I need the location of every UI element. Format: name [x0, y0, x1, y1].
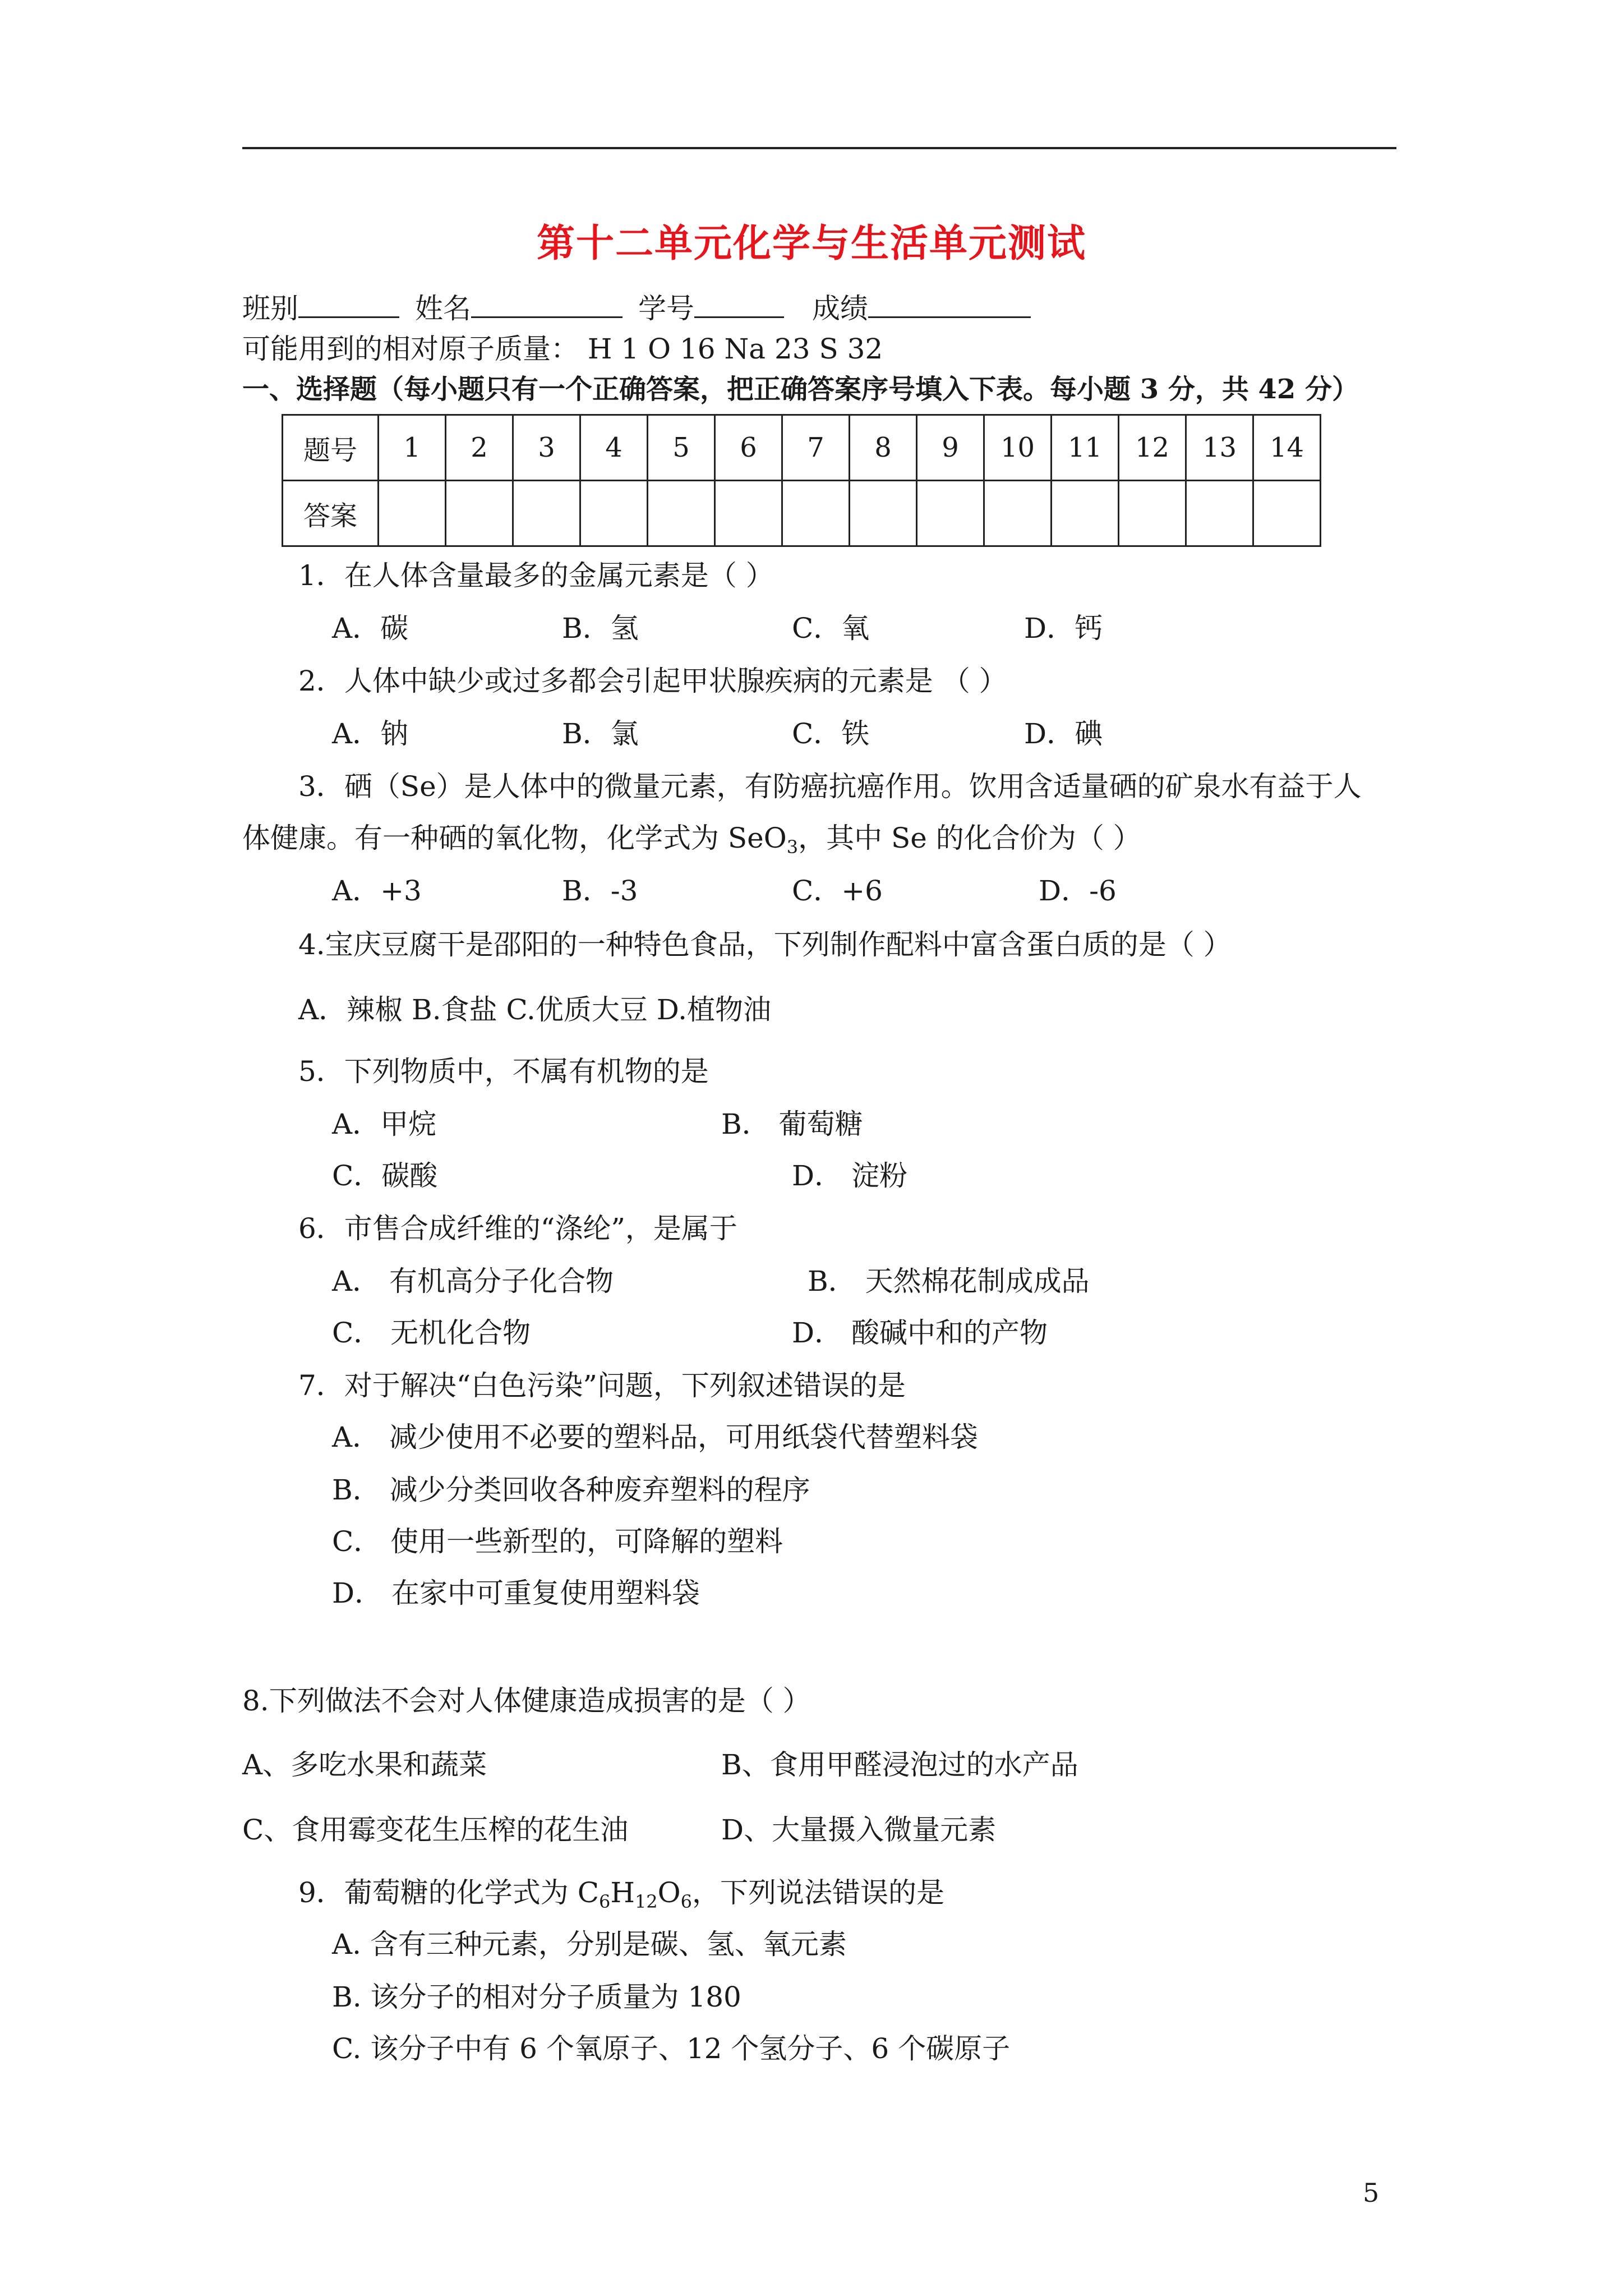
table-header-number: 题号: [283, 415, 379, 481]
class-blank[interactable]: [298, 287, 399, 318]
name-blank[interactable]: [471, 287, 623, 318]
name-label: 姓名: [415, 292, 471, 325]
q2-option-c: C．铁: [792, 717, 870, 750]
question-number-cell: 6: [715, 415, 782, 481]
question-number-cell: 3: [513, 415, 580, 481]
q5-option-b: B． 葡萄糖: [721, 1108, 863, 1140]
question-3-stem-line2: 体健康。有一种硒的氧化物，化学式为 SeO$_3$，其中 Se 的化合价为（ ）: [242, 822, 1141, 858]
q3-option-a: A．+3: [332, 875, 422, 907]
question-2-stem: 2．人体中缺少或过多都会引起甲状腺疾病的元素是 （ ）: [298, 665, 1007, 697]
answer-cell[interactable]: [1186, 481, 1253, 546]
header-rule: [242, 147, 1396, 149]
q1-option-b: B．氢: [562, 612, 639, 645]
q3-option-b: B．-3: [562, 875, 638, 907]
q5-option-d: D． 淀粉: [792, 1159, 907, 1192]
answer-cell[interactable]: [446, 481, 513, 546]
answer-cell[interactable]: [580, 481, 648, 546]
section-heading: 一、选择题（每小题只有一个正确答案，把正确答案序号填入下表。每小题 3 分，共 42 分）: [242, 374, 1359, 405]
answer-cell[interactable]: [379, 481, 446, 546]
q8-option-d: D、大量摄入微量元素: [721, 1814, 997, 1846]
answer-cell[interactable]: [513, 481, 580, 546]
answer-table-row-answers: [283, 481, 1321, 546]
question-number-cell: 7: [782, 415, 850, 481]
answer-cell[interactable]: [1052, 481, 1119, 546]
table-header-answer: 答案: [283, 481, 379, 546]
page-number: 5: [1363, 2178, 1380, 2208]
q3-option-c: C．+6: [792, 875, 883, 907]
answer-cell[interactable]: [715, 481, 782, 546]
question-number-cell: 11: [1052, 415, 1119, 481]
answer-table: [282, 414, 1321, 547]
q5-option-c: C．碳酸: [332, 1159, 438, 1192]
question-number-cell: 10: [984, 415, 1052, 481]
question-number-cell: 13: [1186, 415, 1253, 481]
q7-option-b: B． 减少分类回收各种废弃塑料的程序: [332, 1474, 810, 1506]
score-label: 成绩: [812, 292, 868, 325]
answer-cell[interactable]: [648, 481, 715, 546]
q9-option-a: A. 含有三种元素，分别是碳、氢、氧元素: [332, 1928, 847, 1961]
question-4-stem: 4.宝庆豆腐干是邵阳的一种特色食品，下列制作配料中富含蛋白质的是（ ）: [298, 928, 1232, 961]
q5-option-a: A．甲烷: [332, 1108, 437, 1140]
question-8-stem: 8.下列做法不会对人体健康造成损害的是（ ）: [242, 1685, 811, 1717]
number-blank[interactable]: [694, 287, 784, 318]
question-6-stem: 6．市售合成纤维的“涤纶”，是属于: [298, 1212, 737, 1245]
question-number-cell: 9: [917, 415, 984, 481]
question-5-stem: 5．下列物质中，不属有机物的是: [298, 1055, 709, 1088]
question-number-cell: 4: [580, 415, 648, 481]
q6-option-b: B． 天然棉花制成成品: [808, 1265, 1090, 1297]
question-7-stem: 7．对于解决“白色污染”问题，下列叙述错误的是: [298, 1369, 906, 1402]
q8-option-b: B、食用甲醛浸泡过的水产品: [721, 1749, 1078, 1781]
question-number-cell: 1: [379, 415, 446, 481]
atomic-mass-line: 可能用到的相对原子质量： H 1 O 16 Na 23 S 32: [242, 333, 883, 365]
q7-option-c: C． 使用一些新型的，可降解的塑料: [332, 1525, 783, 1558]
question-number-cell: 5: [648, 415, 715, 481]
q1-option-a: A．碳: [332, 612, 409, 645]
q7-option-a: A． 减少使用不必要的塑料品，可用纸袋代替塑料袋: [332, 1421, 979, 1453]
q6-option-d: D． 酸碱中和的产物: [792, 1317, 1048, 1349]
score-blank[interactable]: [868, 287, 1031, 318]
q2-option-a: A．钠: [332, 717, 409, 750]
question-number-cell: 8: [850, 415, 917, 481]
question-9-stem: 9．葡萄糖的化学式为 $C_6H_{12}O_6$，下列说法错误的是: [298, 1876, 945, 1912]
answer-cell[interactable]: [984, 481, 1052, 546]
q8-option-c: C、食用霉变花生压榨的花生油: [242, 1814, 629, 1846]
q1-option-c: C．氧: [792, 612, 870, 645]
answer-cell[interactable]: [917, 481, 984, 546]
page-title: 第十二单元化学与生活单元测试: [536, 221, 1086, 266]
question-number-cell: 12: [1119, 415, 1186, 481]
question-number-cell: 14: [1253, 415, 1321, 481]
q6-option-a: A． 有机高分子化合物: [332, 1265, 614, 1297]
number-label: 学号: [638, 292, 694, 325]
q9-option-b: B. 该分子的相对分子质量为 180: [332, 1981, 741, 2013]
q7-option-d: D． 在家中可重复使用塑料袋: [332, 1577, 700, 1609]
question-3-stem-line1: 3．硒（Se）是人体中的微量元素，有防癌抗癌作用。饮用含适量硒的矿泉水有益于人: [298, 770, 1362, 803]
q3-option-d: D．-6: [1039, 875, 1117, 907]
answer-cell[interactable]: [1253, 481, 1321, 546]
answer-cell[interactable]: [1119, 481, 1186, 546]
q4-options: A．辣椒 B.食盐 C.优质大豆 D.植物油: [298, 993, 771, 1026]
student-info-line: [242, 287, 1046, 325]
answer-cell[interactable]: [850, 481, 917, 546]
q2-option-d: D．碘: [1024, 717, 1103, 750]
q1-option-d: D．钙: [1024, 612, 1103, 645]
question-1-stem: 1．在人体含量最多的金属元素是（ ）: [298, 559, 774, 592]
q9-option-c: C. 该分子中有 6 个氧原子、12 个氢分子、6 个碳原子: [332, 2032, 1011, 2065]
question-number-cell: 2: [446, 415, 513, 481]
class-label: 班别: [242, 292, 298, 325]
answer-cell[interactable]: [782, 481, 850, 546]
q8-option-a: A、多吃水果和蔬菜: [242, 1749, 487, 1781]
answer-table-row-numbers: [283, 415, 1321, 481]
q6-option-c: C． 无机化合物: [332, 1317, 531, 1349]
q2-option-b: B．氯: [562, 717, 639, 750]
